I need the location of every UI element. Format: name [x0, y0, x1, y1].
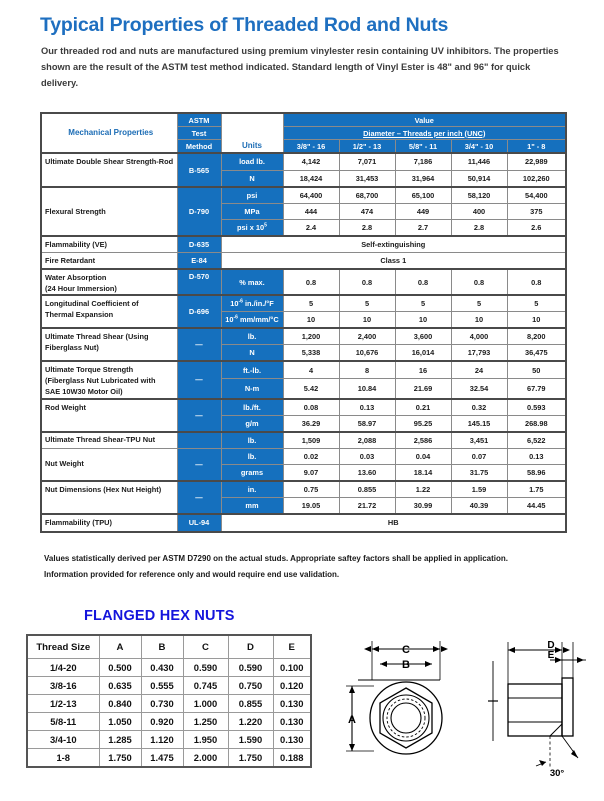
label-c: C — [402, 644, 410, 656]
footnote-line-1: Values statistically derived per ASTM D7290 on the actual studs. Appropriate saftey factors shall be applied in application. — [44, 554, 508, 563]
cell: 145.15 — [451, 415, 507, 432]
cell: 31,964 — [395, 170, 451, 187]
row-property-5 — [41, 295, 177, 328]
cell: 102,260 — [507, 170, 566, 187]
row-property-9: Ultimate Thread Shear-TPU Nut — [41, 432, 177, 449]
nut-flange — [562, 678, 573, 736]
table-row — [41, 269, 566, 295]
fhn-cell: 0.920 — [141, 713, 183, 731]
unit-text: psi x 10 — [237, 223, 265, 232]
fhn-cell: 0.100 — [273, 659, 311, 677]
fhn-cell: 5/8-11 — [27, 713, 99, 731]
row-property-3: Fire Retardant — [41, 253, 177, 270]
cell: 16 — [395, 361, 451, 379]
cell: 5 — [283, 295, 339, 312]
prop-line2: (24 Hour Immersion) — [45, 284, 117, 294]
header-value: Value — [283, 113, 566, 127]
fhn-cell: 0.130 — [273, 731, 311, 749]
cell: 2,088 — [339, 432, 395, 449]
table-row — [41, 236, 566, 253]
footnote-line-2: Information provided for reference only and would require end use validation. — [44, 569, 340, 579]
flanged-hex-nuts-table-container — [26, 634, 310, 768]
cell: 22,989 — [507, 153, 566, 170]
unit-exponent: -6 — [233, 314, 238, 321]
row-units-11-1: mm — [221, 497, 283, 514]
cell: 2,586 — [395, 432, 451, 449]
fhn-cell: 1.950 — [183, 731, 228, 749]
cell: 36.29 — [283, 415, 339, 432]
cell: 36,475 — [507, 345, 566, 362]
cell: 5 — [507, 295, 566, 312]
flanged-hex-nuts-table — [26, 634, 312, 768]
header-units: Units — [221, 113, 283, 153]
header-size-1: 1/2" - 13 — [339, 140, 395, 154]
cell: 58,120 — [451, 187, 507, 204]
cell: 444 — [283, 204, 339, 220]
row-units-1-0: psi — [221, 187, 283, 204]
table-row — [41, 514, 566, 532]
fhn-header-row — [27, 635, 311, 659]
spec-table-container — [40, 112, 565, 533]
prop-line3: SAE 10W30 Motor Oil) — [45, 387, 123, 397]
table-row — [27, 713, 311, 731]
cell: 4,142 — [283, 153, 339, 170]
cell: 1.59 — [451, 481, 507, 498]
fhn-cell: 0.750 — [228, 677, 273, 695]
cell: 32.54 — [451, 379, 507, 399]
cell: 5 — [451, 295, 507, 312]
unit-suffix: in./in./°F — [242, 299, 274, 309]
cell: 5.42 — [283, 379, 339, 399]
row-method-3: E-84 — [177, 253, 221, 270]
row-units-0-1: N — [221, 170, 283, 187]
fhn-cell: 2.000 — [183, 749, 228, 768]
fhn-cell: 0.130 — [273, 713, 311, 731]
cell: 0.02 — [283, 448, 339, 464]
table-row — [41, 399, 566, 416]
fhn-cell: 0.590 — [183, 659, 228, 677]
cell: 6,522 — [507, 432, 566, 449]
prop-line1: Ultimate Torque Strength — [45, 365, 134, 375]
cell: 17,793 — [451, 345, 507, 362]
cell: 2,400 — [339, 328, 395, 345]
table-row — [41, 481, 566, 498]
fhn-cell: 1.750 — [228, 749, 273, 768]
cell: 0.07 — [451, 448, 507, 464]
cell: 65,100 — [395, 187, 451, 204]
fhn-cell: 1.475 — [141, 749, 183, 768]
fhn-cell: 0.840 — [99, 695, 141, 713]
table-row — [27, 749, 311, 768]
cell: 58.96 — [507, 464, 566, 481]
cell: 31,453 — [339, 170, 395, 187]
row-units-6-0: lb. — [221, 328, 283, 345]
cell: 30.99 — [395, 497, 451, 514]
nut-drawing-svg — [328, 636, 604, 796]
table-row — [41, 432, 566, 449]
cell: 8,200 — [507, 328, 566, 345]
header-size-2: 5/8" - 11 — [395, 140, 451, 154]
fhn-col-0: Thread Size — [27, 635, 99, 659]
cell: 10 — [339, 312, 395, 329]
table-row — [41, 153, 566, 170]
bore-outer — [383, 695, 429, 741]
row-span-value-12: HB — [221, 514, 566, 532]
cell: 24 — [451, 361, 507, 379]
footnote — [44, 551, 574, 582]
prop-line2: Fiberglass Nut) — [45, 343, 99, 353]
fhn-col-5: E — [273, 635, 311, 659]
side-view — [488, 642, 586, 768]
fhn-cell: 1.285 — [99, 731, 141, 749]
row-method-4: D-570 — [177, 269, 221, 295]
cell: 54,400 — [507, 187, 566, 204]
cell: 1,509 — [283, 432, 339, 449]
row-property-2: Flammability (VE) — [41, 236, 177, 253]
bore-inner — [391, 703, 421, 733]
header-astm-line2: Test — [177, 127, 221, 140]
fhn-cell: 1/2-13 — [27, 695, 99, 713]
fhn-cell: 1/4-20 — [27, 659, 99, 677]
cell: 0.21 — [395, 399, 451, 416]
cell: 0.8 — [283, 269, 339, 295]
cell: 0.13 — [507, 448, 566, 464]
fhn-cell: 1.000 — [183, 695, 228, 713]
table-row — [41, 253, 566, 270]
row-span-value-3: Class 1 — [221, 253, 566, 270]
row-property-4 — [41, 269, 177, 295]
cell: 2.8 — [339, 220, 395, 237]
row-method-6: — — [177, 328, 221, 361]
cell: 50 — [507, 361, 566, 379]
cell: 449 — [395, 204, 451, 220]
cell: 58.97 — [339, 415, 395, 432]
prop-line2: Thermal Expansion — [45, 310, 114, 320]
cell: 375 — [507, 204, 566, 220]
cell: 0.8 — [339, 269, 395, 295]
prop-line1: Longitudinal Coefficient of — [45, 299, 139, 309]
flanged-hex-nut-drawings — [328, 636, 604, 796]
fhn-cell: 0.188 — [273, 749, 311, 768]
header-astm-line3: Method — [177, 140, 221, 154]
fhn-cell: 3/8-16 — [27, 677, 99, 695]
row-units-5-0 — [221, 295, 283, 312]
cell: 10 — [451, 312, 507, 329]
table-row — [41, 361, 566, 379]
cell: 31.75 — [451, 464, 507, 481]
unit-text: 10 — [225, 315, 234, 325]
row-units-5-1 — [221, 312, 283, 329]
header-size-3: 3/4" - 10 — [451, 140, 507, 154]
cell: 18.14 — [395, 464, 451, 481]
cell: 4 — [283, 361, 339, 379]
row-method-9 — [177, 432, 221, 449]
cell: 44.45 — [507, 497, 566, 514]
front-view — [346, 641, 448, 754]
row-property-7 — [41, 361, 177, 398]
cell: 40.39 — [451, 497, 507, 514]
hex-outline — [380, 688, 432, 748]
cell: 10 — [507, 312, 566, 329]
cell: 9.07 — [283, 464, 339, 481]
label-e: E — [547, 650, 555, 661]
cell: 21.69 — [395, 379, 451, 399]
prop-line1: Water Absorption — [45, 273, 107, 282]
row-method-1: D-790 — [177, 187, 221, 236]
cell: 2.8 — [451, 220, 507, 237]
header-diameter: Diameter – Threads per inch (UNC) — [283, 127, 566, 140]
cell: 50,914 — [451, 170, 507, 187]
unit-suffix: mm/mm/°C — [237, 315, 279, 325]
cell: 67.79 — [507, 379, 566, 399]
fhn-col-1: A — [99, 635, 141, 659]
table-row — [27, 677, 311, 695]
row-method-12: UL-94 — [177, 514, 221, 532]
fhn-cell: 0.635 — [99, 677, 141, 695]
cell: 95.25 — [395, 415, 451, 432]
fhn-cell: 1-8 — [27, 749, 99, 768]
table-row — [41, 328, 566, 345]
cell: 10 — [395, 312, 451, 329]
cell: 68,700 — [339, 187, 395, 204]
row-span-value-2: Self-extinguishing — [221, 236, 566, 253]
row-units-0-0: load lb. — [221, 153, 283, 170]
cell: 0.8 — [451, 269, 507, 295]
cell: 474 — [339, 204, 395, 220]
cell: 1.22 — [395, 481, 451, 498]
flange-circle — [370, 682, 442, 754]
table-row — [27, 659, 311, 677]
cell: 2.4 — [283, 220, 339, 237]
row-property-11: Nut Dimensions (Hex Nut Height) — [41, 481, 177, 514]
cell: 10,676 — [339, 345, 395, 362]
row-property-0: Ultimate Double Shear Strength-Rod — [41, 153, 177, 187]
unit-exponent: 5 — [264, 222, 267, 229]
cell: 0.593 — [507, 399, 566, 416]
row-units-6-1: N — [221, 345, 283, 362]
cell: 19.05 — [283, 497, 339, 514]
row-property-6 — [41, 328, 177, 361]
fhn-cell: 1.750 — [99, 749, 141, 768]
table-row — [41, 448, 566, 464]
cell: 0.04 — [395, 448, 451, 464]
cell: 1.75 — [507, 481, 566, 498]
fhn-cell: 0.745 — [183, 677, 228, 695]
fhn-col-3: C — [183, 635, 228, 659]
cell: 0.75 — [283, 481, 339, 498]
row-method-10: — — [177, 448, 221, 481]
cell: 7,186 — [395, 153, 451, 170]
cell: 0.13 — [339, 399, 395, 416]
cell: 400 — [451, 204, 507, 220]
cell: 7,071 — [339, 153, 395, 170]
table-row — [41, 187, 566, 204]
table-header-row-1 — [41, 113, 566, 127]
fhn-cell: 0.430 — [141, 659, 183, 677]
row-units-10-1: grams — [221, 464, 283, 481]
cell: 1,200 — [283, 328, 339, 345]
row-method-5: D-696 — [177, 295, 221, 328]
row-units-10-0: lb. — [221, 448, 283, 464]
cell: 18,424 — [283, 170, 339, 187]
label-a: A — [348, 714, 356, 726]
cell: 10.84 — [339, 379, 395, 399]
unit-exponent: -6 — [238, 298, 243, 305]
fhn-cell: 0.120 — [273, 677, 311, 695]
cell: 10 — [283, 312, 339, 329]
row-method-8: — — [177, 399, 221, 432]
table-row — [41, 295, 566, 312]
page-title: Typical Properties of Threaded Rod and Nuts — [40, 14, 449, 36]
row-units-8-1: g/m — [221, 415, 283, 432]
intro-paragraph: Our threaded rod and nuts are manufactured using premium vinylester resin containing UV inhibitors. The properties shown are the result of the ASTM test method indicated. Standard length of Vinyl Ester is 48" and 96" for quick delivery. — [41, 46, 559, 88]
cell: 0.855 — [339, 481, 395, 498]
row-property-1: Flexural Strength — [41, 187, 177, 236]
fhn-col-4: D — [228, 635, 273, 659]
prop-line2: (Fiberglass Nut Lubricated with — [45, 376, 156, 386]
cell: 0.08 — [283, 399, 339, 416]
row-method-7: — — [177, 361, 221, 398]
nut-body — [508, 684, 562, 736]
row-method-2: D-635 — [177, 236, 221, 253]
cell: 268.98 — [507, 415, 566, 432]
row-units-8-0: lb./ft. — [221, 399, 283, 416]
cell: 0.8 — [395, 269, 451, 295]
flanged-hex-nuts-title: FLANGED HEX NUTS — [84, 608, 235, 624]
header-mechanical-properties: Mechanical Properties — [41, 113, 177, 153]
cell: 4,000 — [451, 328, 507, 345]
cell: 5,338 — [283, 345, 339, 362]
fhn-cell: 0.590 — [228, 659, 273, 677]
cell: 64,400 — [283, 187, 339, 204]
row-method-11: — — [177, 481, 221, 514]
fhn-cell: 0.130 — [273, 695, 311, 713]
thread-dashed — [387, 699, 425, 737]
cell: 21.72 — [339, 497, 395, 514]
cell: 2.7 — [395, 220, 451, 237]
cell: 2.6 — [507, 220, 566, 237]
fhn-cell: 0.555 — [141, 677, 183, 695]
cell: 5 — [395, 295, 451, 312]
fhn-cell: 1.050 — [99, 713, 141, 731]
cell: 13.60 — [339, 464, 395, 481]
cell: 16,014 — [395, 345, 451, 362]
cell: 3,451 — [451, 432, 507, 449]
cell: 5 — [339, 295, 395, 312]
fhn-col-2: B — [141, 635, 183, 659]
cell: 0.03 — [339, 448, 395, 464]
row-units-4-0: % max. — [221, 269, 283, 295]
fhn-cell: 1.250 — [183, 713, 228, 731]
fhn-cell: 1.220 — [228, 713, 273, 731]
prop-line1: Ultimate Thread Shear (Using — [45, 332, 149, 342]
fhn-cell: 1.120 — [141, 731, 183, 749]
row-units-1-1: MPa — [221, 204, 283, 220]
cell: 0.32 — [451, 399, 507, 416]
header-size-0: 3/8" - 16 — [283, 140, 339, 154]
label-angle: 30° — [549, 768, 565, 779]
fhn-cell: 0.730 — [141, 695, 183, 713]
table-row — [27, 695, 311, 713]
row-units-7-1: N-m — [221, 379, 283, 399]
row-method-0: B-565 — [177, 153, 221, 187]
row-units-7-0: ft.-lb. — [221, 361, 283, 379]
row-property-8: Rod Weight — [41, 399, 177, 432]
table-row — [27, 731, 311, 749]
row-property-10: Nut Weight — [41, 448, 177, 481]
cell: 3,600 — [395, 328, 451, 345]
fhn-cell: 1.590 — [228, 731, 273, 749]
chamfer-line — [550, 724, 562, 736]
fhn-cell: 3/4-10 — [27, 731, 99, 749]
header-astm-line1: ASTM — [177, 113, 221, 127]
cell: 8 — [339, 361, 395, 379]
row-units-11-0: in. — [221, 481, 283, 498]
cell: 11,446 — [451, 153, 507, 170]
header-size-4: 1" - 8 — [507, 140, 566, 154]
row-units-9-0: lb. — [221, 432, 283, 449]
label-d: D — [547, 640, 555, 651]
cell: 0.8 — [507, 269, 566, 295]
unit-text: 10 — [230, 299, 239, 309]
fhn-cell: 0.500 — [99, 659, 141, 677]
fhn-cell: 0.855 — [228, 695, 273, 713]
row-units-1-2 — [221, 220, 283, 237]
row-property-12: Flammability (TPU) — [41, 514, 177, 532]
label-b: B — [402, 659, 410, 671]
typical-properties-table — [40, 112, 567, 533]
